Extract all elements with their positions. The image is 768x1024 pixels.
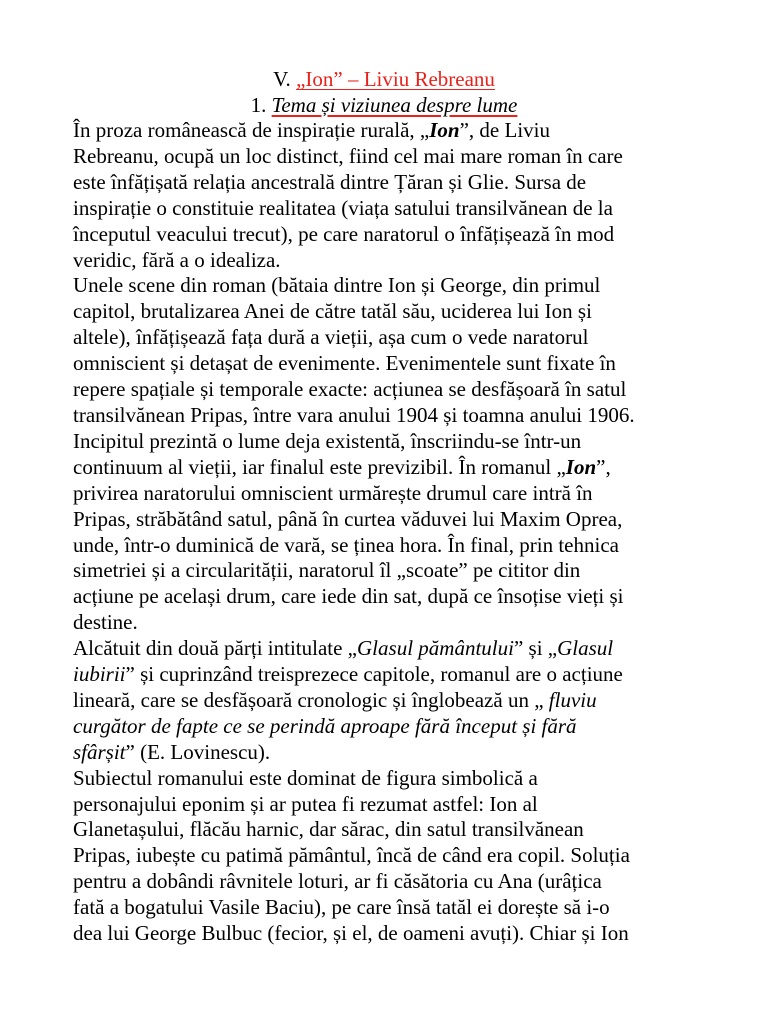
section-heading <box>0 93 768 119</box>
text-run: Pripas, iubește cu patimă pământul, încă de când era copil. Soluția <box>73 843 630 868</box>
text-run: sfârșit <box>73 739 126 764</box>
text-run: este înfățișată relația ancestrală dintre Țăran și Glie. Sursa de <box>73 169 587 194</box>
text-run: privirea naratorului omniscient urmărește drumul care intră în <box>73 480 593 505</box>
text-line <box>73 481 733 507</box>
text-run: ” și „ <box>513 636 558 661</box>
text-run: destine. <box>73 610 138 635</box>
text-line <box>73 403 733 429</box>
text-run: fată a bogatului Vasile Baciu), pe care însă tatăl ei dorește să i-o <box>73 895 610 920</box>
text-line <box>73 455 733 481</box>
text-run: altele), înfățișează fața dură a vieții, așa cum o vede naratorul <box>73 325 589 350</box>
text-run: veridic, fără a o idealiza. <box>73 247 281 272</box>
text-run: pentru a dobândi râvnitele loturi, ar fi căsătoria cu Ana (urâțica <box>73 869 602 894</box>
text-line <box>73 714 733 740</box>
text-line <box>73 273 733 299</box>
text-run: Alcătuit din două părți intitulate „ <box>73 636 358 661</box>
text-run: ”, de Liviu <box>459 118 550 142</box>
text-run: Glasul pământului <box>357 636 514 661</box>
text-line <box>73 558 733 584</box>
text-run: curgător de fapte ce se perindă aproape fără început și fără <box>73 713 577 738</box>
text-line <box>73 662 733 688</box>
text-run: ” și cuprinzând treisprezece capitole, romanul are o acțiune <box>125 662 623 687</box>
text-run: Subiectul romanului este dominat de figura simbolică a <box>73 765 538 790</box>
text-run: repere spațiale și temporale exacte: acțiunea se desfășoară în satul <box>73 377 627 402</box>
text-line <box>73 222 733 248</box>
text-run: continuum al vieții, iar finalul este previzibil. În romanul „ <box>73 454 566 479</box>
text-line <box>73 118 733 144</box>
chapter-title: „Ion” – Liviu Rebreanu <box>296 67 495 91</box>
text-line <box>73 299 733 325</box>
section-title: Tema și viziunea despre lume <box>271 93 518 117</box>
text-run: Glasul <box>557 636 614 661</box>
text-run: începutul veacului trecut), pe care naratorul o înfățișează în mod <box>73 221 615 246</box>
text-run: fluviu <box>548 687 597 712</box>
text-run: ”, <box>596 454 611 479</box>
text-line <box>73 843 733 869</box>
text-run: Incipitul prezintă o lume deja existentă, înscriindu-se într-un <box>73 428 582 453</box>
text-run: omniscient și detașat de evenimente. Evenimentele sunt fixate în <box>73 351 616 376</box>
text-run: dea lui George Bulbuc (fecior, și el, de oameni avuți). Chiar și Ion <box>73 921 629 946</box>
text-line <box>73 895 733 921</box>
chapter-number: V. <box>273 67 297 91</box>
text-line <box>73 170 733 196</box>
text-run: Pripas, străbătând satul, până în curtea văduvei lui Maxim Oprea, <box>73 506 623 531</box>
text-run: unde, într-o duminică de vară, se ținea hora. În final, prin tehnica <box>73 532 619 557</box>
text-run: Ion <box>429 118 460 142</box>
text-run: personajului eponim și ar putea fi rezumat astfel: Ion al <box>73 791 538 816</box>
text-line <box>73 351 733 377</box>
text-run: inspirație o constituie realitatea (viața satului transilvănean de la <box>73 195 613 220</box>
text-line <box>73 196 733 222</box>
text-run: În proza românească de inspirație rurală, „ <box>73 118 430 142</box>
text-run: acțiune pe același drum, care iede din sat, după ce însoțise vieți și <box>73 584 624 609</box>
text-line <box>73 429 733 455</box>
text-line <box>73 817 733 843</box>
text-line <box>73 584 733 610</box>
text-line <box>73 533 733 559</box>
text-run: Unele scene din roman (bătaia dintre Ion și George, din primul <box>73 273 601 298</box>
text-line <box>73 636 733 662</box>
text-run: Ion <box>565 454 597 479</box>
text-line <box>73 610 733 636</box>
text-run: capitol, brutalizarea Anei de către tatăl său, uciderea lui Ion și <box>73 299 592 324</box>
text-line <box>73 921 733 947</box>
text-line <box>73 869 733 895</box>
text-run: Glanetașului, flăcău harnic, dar sărac, din satul transilvănean <box>73 817 584 842</box>
text-line <box>73 740 733 766</box>
text-line <box>73 325 733 351</box>
text-line <box>73 248 733 274</box>
text-run: transilvănean Pripas, între vara anului 1904 și toamna anului 1906. <box>73 402 635 427</box>
section-number: 1. <box>250 93 272 117</box>
text-run: Rebreanu, ocupă un loc distinct, fiind cel mai mare roman în care <box>73 143 623 168</box>
text-run: simetriei și a circularității, naratorul îl „scoate” pe cititor din <box>73 558 581 583</box>
text-line <box>73 688 733 714</box>
text-line <box>73 507 733 533</box>
text-line <box>73 792 733 818</box>
text-line <box>73 377 733 403</box>
text-run: lineară, care se desfășoară cronologic și înglobează un „ <box>73 687 549 712</box>
document-body <box>73 118 733 947</box>
text-line <box>73 144 733 170</box>
text-line <box>73 766 733 792</box>
text-run: iubirii <box>73 662 126 687</box>
chapter-heading <box>0 67 768 93</box>
text-run: ” (E. Lovinescu). <box>125 739 271 764</box>
